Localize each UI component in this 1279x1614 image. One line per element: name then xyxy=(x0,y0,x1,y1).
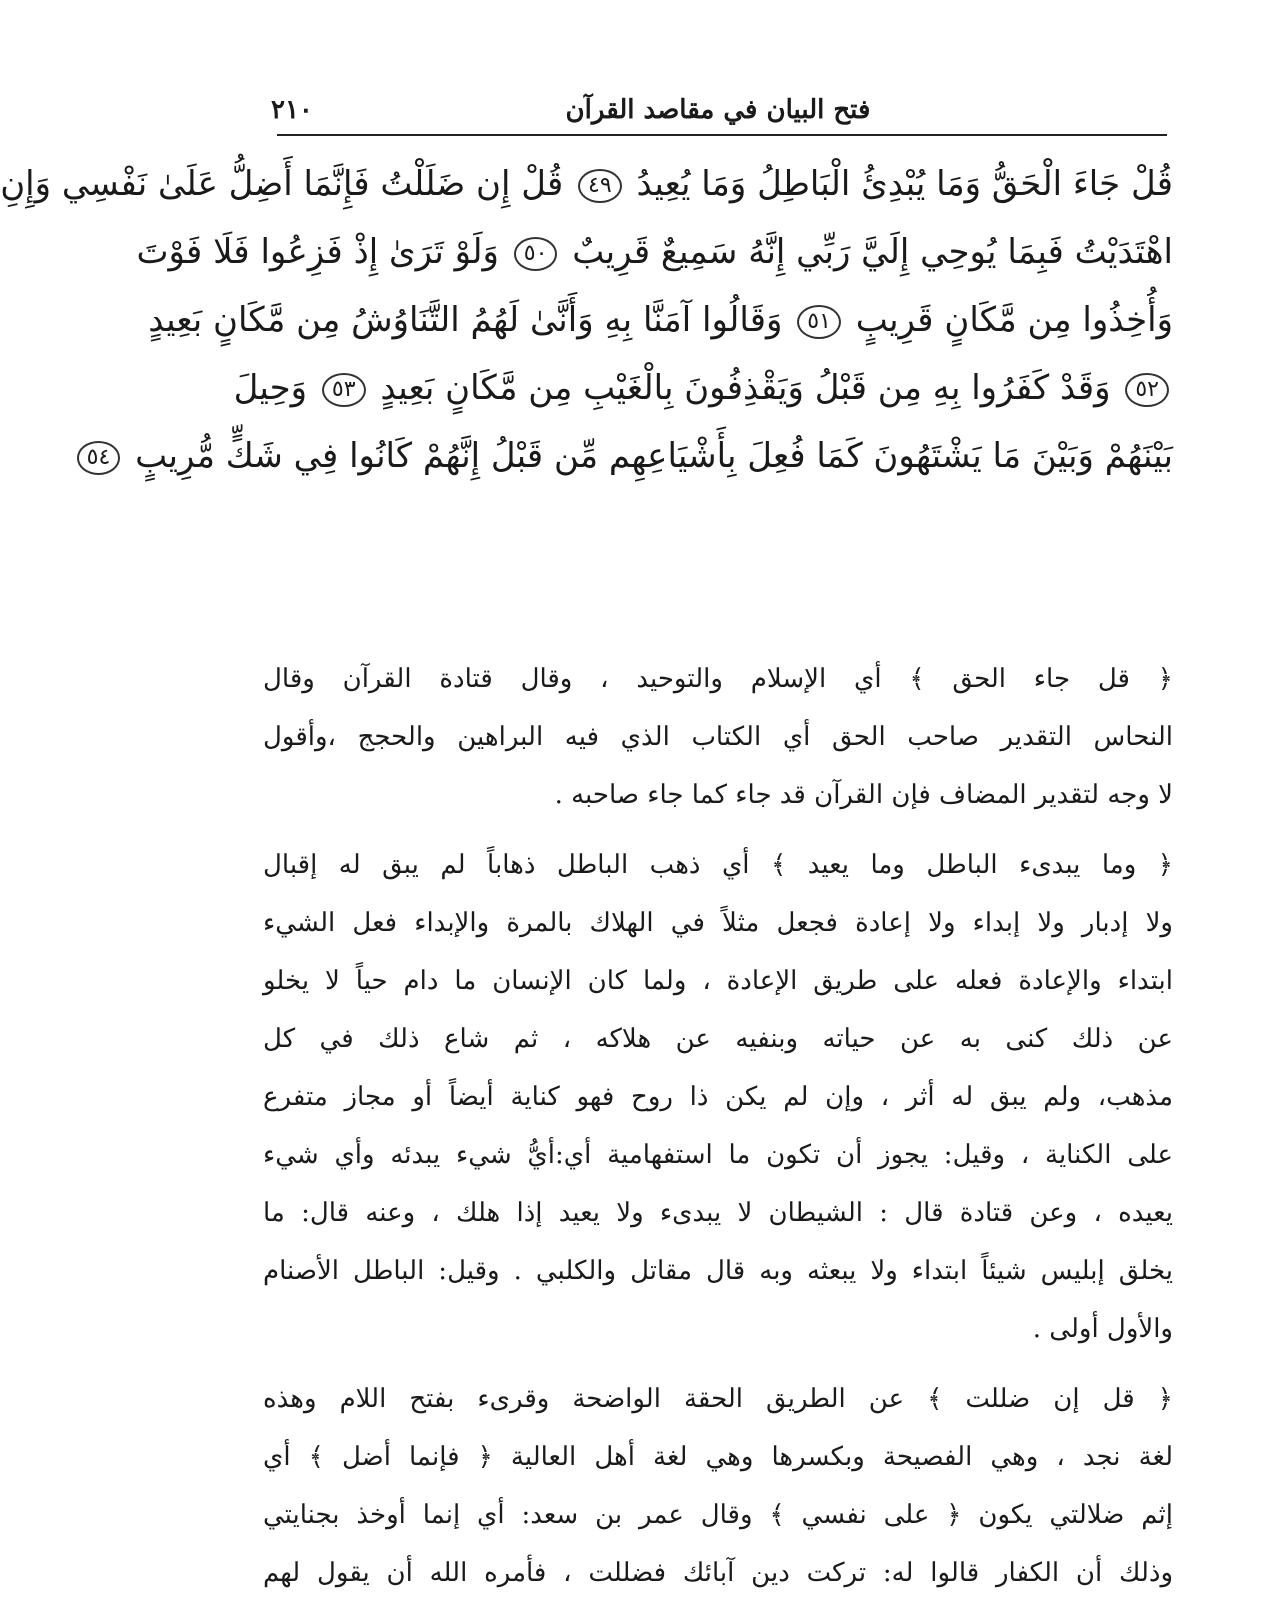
text-line: ﴿ وما يبدىء الباطل وما يعيد ﴾ أي ذهب الباطل ذهاباً لم يبق له إقبال xyxy=(263,850,1173,880)
text-line: لا وجه لتقدير المضاف فإن القرآن قد جاء كما جاء صاحبه . xyxy=(554,780,1173,810)
verse-line xyxy=(136,218,1173,286)
text-line: ﴿ قل جاء الحق ﴾ أي الإسلام والتوحيد ، وقال قتادة القرآن وقال xyxy=(263,664,1173,694)
text-line: ﴿ قل إن ضللت ﴾ عن الطريق الحقة الواضحة وقرىء بفتح اللام وهذه xyxy=(263,1384,1173,1414)
verse-line xyxy=(86,422,1173,490)
quran-verses xyxy=(0,150,1173,490)
text-line: النحاس التقدير صاحب الحق أي الكتاب الذي فيه البراهين والحجج ،وأقول xyxy=(263,722,1173,752)
header-divider xyxy=(277,134,1167,136)
verse-text: قُلْ جَاءَ الْحَقُّ وَمَا يُبْدِئُ الْبَاطِلُ وَمَا يُعِيدُ xyxy=(636,164,1173,204)
page-number: ٢١٠ xyxy=(271,95,313,125)
verse-text: وَأُخِذُوا مِن مَّكَانٍ قَرِيبٍ xyxy=(855,300,1173,340)
text-line: مذهب، ولم يبق له أثر ، وإن لم يكن ذا روح فهو كناية أيضاً أو مجاز متفرع xyxy=(263,1082,1173,1112)
text-line: على الكناية ، وقيل: يجوز أن تكون ما استفهامية أي:أيُّ شيء يبدئه وأي شيء xyxy=(263,1140,1173,1170)
ayah-number-marker: ٤٩ xyxy=(578,169,622,203)
ayah-number-marker: ٥٠ xyxy=(514,237,558,271)
text-line: ابتداء والإعادة فعله على طريق الإعادة ، ولما كان الإنسان ما دام حياً لا يخلو xyxy=(263,966,1173,996)
text-line: وذلك أن الكفار قالوا له: تركت دين آبائك فضللت ، فأمره الله أن يقول لهم xyxy=(263,1558,1173,1588)
commentary-paragraph xyxy=(263,1370,1173,1602)
text-line: إثم ضلالتي يكون ﴿ على نفسي ﴾ وقال عمر بن سعد: أي إنما أوخذ بجنايتي xyxy=(263,1500,1173,1530)
text-line: لغة نجد ، وهي الفصيحة وبكسرها وهي لغة أهل العالية ﴿ فإنما أضل ﴾ أي xyxy=(263,1442,1173,1472)
verse-line xyxy=(148,286,1173,354)
text-line: يخلق إبليس شيئاً ابتداء ولا يبعثه وبه قال مقاتل والكلبي . وقيل: الباطل الأصنام xyxy=(263,1256,1173,1286)
text-line: يعيده ، وعن قتادة قال : الشيطان لا يبدىء ولا يعيد إذا هلك ، وعنه قال: ما xyxy=(263,1198,1173,1228)
text-line: عن ذلك كنى به عن حياته وبنفيه عن هلاكه ، ثم شاع ذلك في كل xyxy=(263,1024,1173,1054)
verse-text: وَحِيلَ xyxy=(233,368,308,408)
verse-text: بَيْنَهُمْ وَبَيْنَ مَا يَشْتَهُونَ كَمَا فُعِلَ بِأَشْيَاعِهِم مِّن قَبْلُ إِنَّهُمْ كَانُوا فِي شَكٍّ مُّرِيبٍ xyxy=(135,436,1173,476)
verse-line xyxy=(0,150,1173,218)
commentary-paragraph xyxy=(263,650,1173,824)
commentary-paragraph xyxy=(263,836,1173,1358)
verse-text: قُلْ إِن ضَلَلْتُ فَإِنَّمَا أَضِلُّ عَلَىٰ نَفْسِي وَإِنِ xyxy=(0,164,564,204)
text-line: والأول أولى . xyxy=(1032,1314,1173,1344)
page-header xyxy=(268,92,1168,136)
ayah-number-marker: ٥٢ xyxy=(1125,373,1169,407)
ayah-number-marker: ٥٤ xyxy=(77,441,121,475)
book-title: فتح البيان في مقاصد القرآن xyxy=(565,95,871,125)
text-line: ولا إدبار ولا إبداء ولا إعادة فجعل مثلاً في الهلاك بالمرة والإبداء فعل الشيء xyxy=(263,908,1173,938)
verse-line xyxy=(233,354,1173,422)
verse-text: وَقَدْ كَفَرُوا بِهِ مِن قَبْلُ وَيَقْذِفُونَ بِالْغَيْبِ مِن مَّكَانٍ بَعِيدٍ xyxy=(380,368,1111,408)
verse-text: اهْتَدَيْتُ فَبِمَا يُوحِي إِلَيَّ رَبِّي إِنَّهُ سَمِيعٌ قَرِيبٌ xyxy=(572,232,1173,272)
verse-text: وَلَوْ تَرَىٰ إِذْ فَزِعُوا فَلَا فَوْتَ xyxy=(136,232,499,272)
ayah-number-marker: ٥٣ xyxy=(322,373,366,407)
commentary-text xyxy=(263,650,1173,1614)
verse-text: وَقَالُوا آمَنَّا بِهِ وَأَنَّىٰ لَهُمُ التَّنَاوُشُ مِن مَّكَانٍ بَعِيدٍ xyxy=(148,300,783,340)
ayah-number-marker: ٥١ xyxy=(797,305,841,339)
